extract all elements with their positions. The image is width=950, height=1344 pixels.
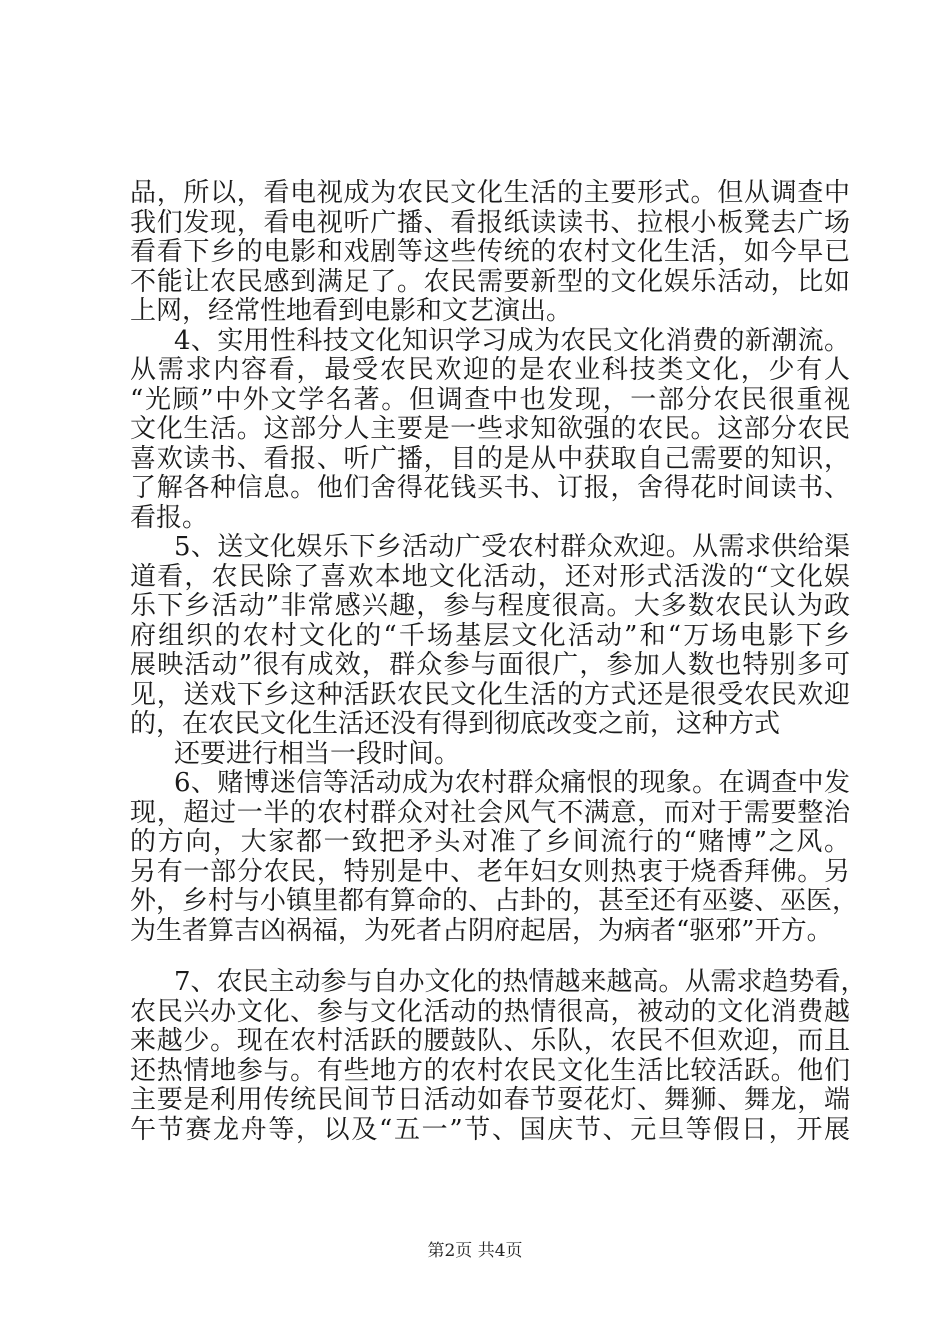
text-line: 还要进行相当一段时间。 (174, 739, 461, 769)
text-line: 另有一部分农民，特别是中、老年妇女则热衷于烧香拜佛。另 (130, 857, 850, 887)
text-line: 来越少。现在农村活跃的腰鼓队、乐队，农民不但欢迎，而且 (130, 1026, 850, 1056)
text-line: 看报。 (130, 503, 209, 533)
text-line: 府组织的农村文化的“千场基层文化活动”和“万场电影下乡 (130, 621, 850, 651)
page-number-footer: 第2页 共4页 (427, 1241, 523, 1261)
text-line: 了解各种信息。他们舍得花钱买书、订报，舍得花时间读书、 (130, 473, 850, 503)
paragraph-heading-6: 6、赌博迷信等活动成为农村群众痛恨的现象。在调查中发 (174, 768, 850, 798)
text-line: 见，送戏下乡这种活跃农民文化生活的方式还是很受农民欢迎 (130, 680, 850, 710)
paragraph-heading-7: 7、农民主动参与自办文化的热情越来越高。从需求趋势看， (174, 967, 867, 997)
text-line: 乐下乡活动”非常感兴趣，参与程度很高。大多数农民认为政 (130, 591, 850, 621)
paragraph-heading-4: 4、实用性科技文化知识学习成为农民文化消费的新潮流。 (174, 326, 850, 356)
text-line: 为生者算吉凶祸福，为死者占阴府起居，为病者“驱邪”开方。 (130, 916, 833, 946)
text-line: 喜欢读书、看报、听广播，目的是从中获取自己需要的知识， (130, 444, 850, 474)
text-line: 我们发现，看电视听广播、看报纸读读书、拉根小板凳去广场 (130, 208, 850, 238)
text-line: 主要是利用传统民间节日活动如春节耍花灯、舞狮、舞龙，端 (130, 1085, 850, 1115)
text-line: 展映活动”很有成效，群众参与面很广，参加人数也特别多可 (130, 650, 850, 680)
text-line: 不能让农民感到满足了。农民需要新型的文化娱乐活动，比如 (130, 267, 850, 297)
text-line: “光顾”中外文学名著。但调查中也发现，一部分农民很重视 (130, 385, 850, 415)
paragraph-heading-5: 5、送文化娱乐下乡活动广受农村群众欢迎。从需求供给渠 (174, 532, 850, 562)
text-line: 的方向，大家都一致把矛头对准了乡间流行的“赌博”之风。 (130, 827, 850, 857)
text-line: 品，所以，看电视成为农民文化生活的主要形式。但从调查中 (130, 178, 850, 208)
text-line: 外，乡村与小镇里都有算命的、占卦的，甚至还有巫婆、巫医， (130, 886, 859, 916)
text-line: 的，在农民文化生活还没有得到彻底改变之前，这种方式 (130, 709, 781, 739)
text-line: 从需求内容看，最受农民欢迎的是农业科技类文化，少有人 (130, 355, 850, 385)
text-line: 现，超过一半的农村群众对社会风气不满意，而对于需要整治 (130, 798, 850, 828)
text-line: 午节赛龙舟等，以及“五一”节、国庆节、元旦等假日，开展 (130, 1115, 850, 1145)
text-line: 文化生活。这部分人主要是一些求知欲强的农民。这部分农民 (130, 414, 850, 444)
text-line: 道看，农民除了喜欢本地文化活动，还对形式活泼的“文化娱 (130, 562, 850, 592)
text-line: 上网，经常性地看到电影和文艺演出。 (130, 296, 573, 326)
text-line: 看看下乡的电影和戏剧等这些传统的农村文化生活，如今早已 (130, 237, 850, 267)
text-line: 农民兴办文化、参与文化活动的热情很高，被动的文化消费越 (130, 997, 850, 1027)
text-line: 还热情地参与。有些地方的农村农民文化生活比较活跃。他们 (130, 1056, 850, 1086)
